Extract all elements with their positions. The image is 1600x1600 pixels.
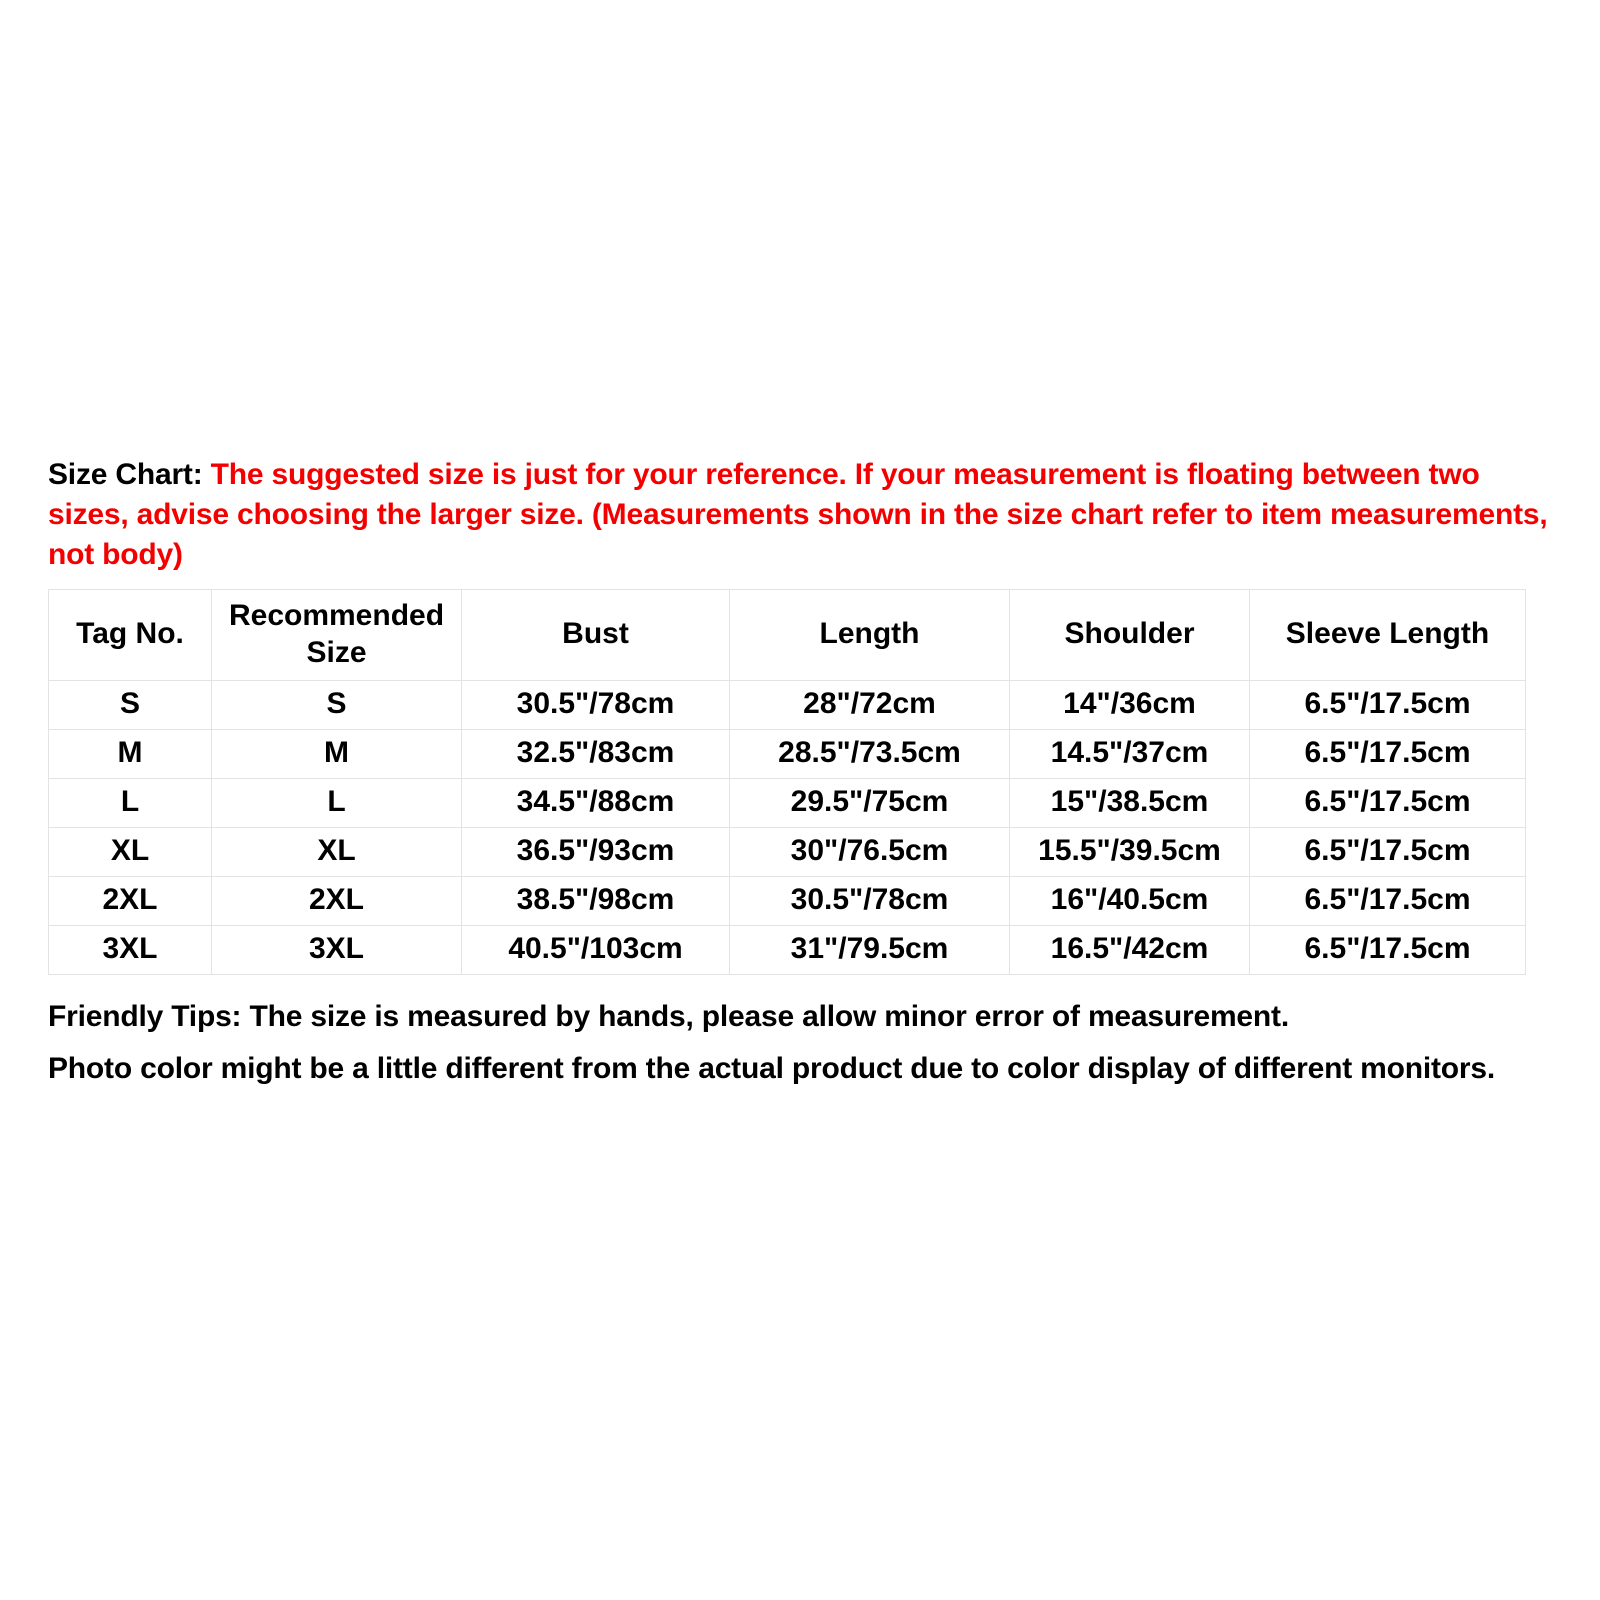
cell-recommended-size: 2XL — [212, 876, 462, 925]
cell-tag-no: 3XL — [49, 925, 212, 974]
cell-tag-no: M — [49, 729, 212, 778]
cell-shoulder: 15.5"/39.5cm — [1010, 827, 1250, 876]
cell-bust: 38.5"/98cm — [462, 876, 730, 925]
column-header-shoulder: Shoulder — [1010, 589, 1250, 680]
size-chart-document — [48, 455, 1558, 1088]
friendly-tips-line-1: Friendly Tips: The size is measured by hands, please allow minor error of measurement. — [48, 999, 1289, 1033]
column-header-bust: Bust — [462, 589, 730, 680]
size-chart-note: The suggested size is just for your reference. If your measurement is floating between two sizes, advise choosing the larger size. (Measurements shown in the size chart refer to item measurements, not body) — [48, 458, 1548, 571]
column-header-tag-no: Tag No. — [49, 589, 212, 680]
cell-sleeve-length: 6.5"/17.5cm — [1250, 925, 1526, 974]
cell-tag-no: XL — [49, 827, 212, 876]
table-row — [49, 778, 1526, 827]
size-chart-intro — [48, 455, 1558, 575]
cell-shoulder: 15"/38.5cm — [1010, 778, 1250, 827]
cell-length: 28.5"/73.5cm — [730, 729, 1010, 778]
cell-shoulder: 14"/36cm — [1010, 680, 1250, 729]
cell-length: 30.5"/78cm — [730, 876, 1010, 925]
table-row — [49, 729, 1526, 778]
cell-bust: 36.5"/93cm — [462, 827, 730, 876]
size-chart-label: Size Chart: — [48, 458, 203, 491]
cell-shoulder: 14.5"/37cm — [1010, 729, 1250, 778]
table-row — [49, 680, 1526, 729]
table-row — [49, 925, 1526, 974]
cell-bust: 34.5"/88cm — [462, 778, 730, 827]
cell-length: 28"/72cm — [730, 680, 1010, 729]
cell-sleeve-length: 6.5"/17.5cm — [1250, 876, 1526, 925]
friendly-tips-line-2: Photo color might be a little different from the actual product due to color display of different monitors. — [48, 1051, 1496, 1085]
cell-tag-no: 2XL — [49, 876, 212, 925]
cell-sleeve-length: 6.5"/17.5cm — [1250, 827, 1526, 876]
cell-recommended-size: M — [212, 729, 462, 778]
column-header-sleeve-length: Sleeve Length — [1250, 589, 1526, 680]
cell-shoulder: 16"/40.5cm — [1010, 876, 1250, 925]
table-row — [49, 876, 1526, 925]
table-header-row — [49, 589, 1526, 680]
cell-sleeve-length: 6.5"/17.5cm — [1250, 729, 1526, 778]
cell-tag-no: S — [49, 680, 212, 729]
cell-length: 31"/79.5cm — [730, 925, 1010, 974]
friendly-tips — [48, 997, 1558, 1089]
cell-recommended-size: 3XL — [212, 925, 462, 974]
cell-recommended-size: XL — [212, 827, 462, 876]
cell-tag-no: L — [49, 778, 212, 827]
cell-sleeve-length: 6.5"/17.5cm — [1250, 778, 1526, 827]
size-chart-table — [48, 589, 1526, 975]
cell-recommended-size: L — [212, 778, 462, 827]
cell-length: 30"/76.5cm — [730, 827, 1010, 876]
cell-sleeve-length: 6.5"/17.5cm — [1250, 680, 1526, 729]
column-header-length: Length — [730, 589, 1010, 680]
cell-shoulder: 16.5"/42cm — [1010, 925, 1250, 974]
table-row — [49, 827, 1526, 876]
cell-bust: 30.5"/78cm — [462, 680, 730, 729]
cell-length: 29.5"/75cm — [730, 778, 1010, 827]
column-header-recommended-size: Recommended Size — [212, 589, 462, 680]
cell-bust: 40.5"/103cm — [462, 925, 730, 974]
cell-recommended-size: S — [212, 680, 462, 729]
cell-bust: 32.5"/83cm — [462, 729, 730, 778]
